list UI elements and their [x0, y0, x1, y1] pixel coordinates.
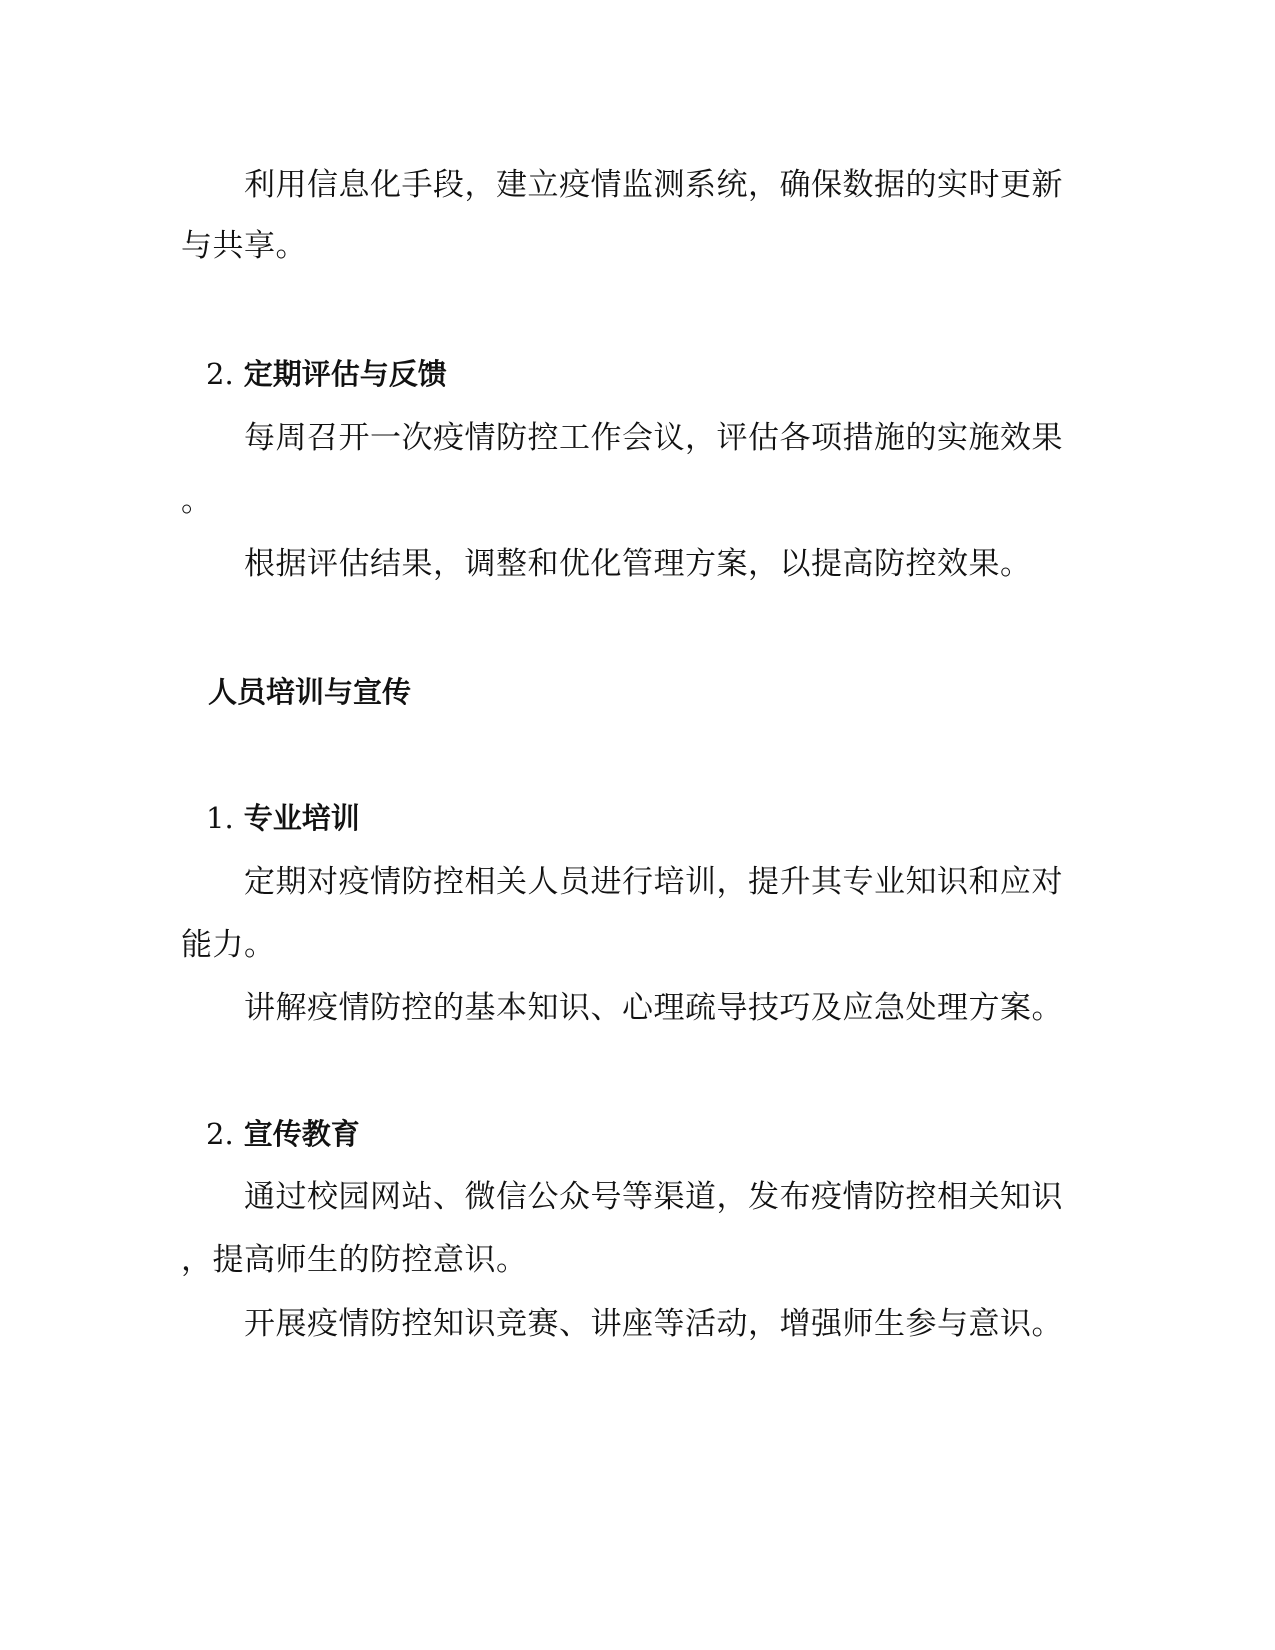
paragraph-line: 定期对疫情防控相关人员进行培训，提升其专业知识和应对 — [244, 864, 1063, 900]
section-number: 2. — [206, 357, 234, 391]
section-heading-evaluation — [206, 354, 447, 394]
paragraph-line: 每周召开一次疫情防控工作会议，评估各项措施的实施效果 — [244, 420, 1063, 456]
section-number: 1. — [206, 801, 234, 835]
paragraph-line: 开展疫情防控知识竞赛、讲座等活动，增强师生参与意识。 — [244, 1306, 1063, 1342]
section-number: 2. — [206, 1117, 234, 1151]
section-title: 专业培训 — [243, 801, 360, 835]
paragraph-line: ，提高师生的防控意识。 — [181, 1242, 528, 1278]
paragraph-line: 根据评估结果，调整和优化管理方案，以提高防控效果。 — [244, 546, 1032, 582]
section-title: 宣传教育 — [243, 1117, 360, 1151]
paragraph-line: 与共享。 — [181, 228, 307, 264]
section-heading-professional — [206, 798, 360, 838]
section-title: 定期评估与反馈 — [243, 357, 447, 391]
paragraph-line: 讲解疫情防控的基本知识、心理疏导技巧及应急处理方案。 — [244, 990, 1063, 1026]
section-heading-training: 人员培训与宣传 — [208, 675, 412, 709]
paragraph-line: 能力。 — [181, 927, 276, 963]
section-heading-promotion — [206, 1114, 360, 1154]
paragraph-line: 通过校园网站、微信公众号等渠道，发布疫情防控相关知识 — [244, 1179, 1063, 1215]
paragraph-line: 利用信息化手段，建立疫情监测系统，确保数据的实时更新 — [244, 167, 1063, 203]
paragraph-line: 。 — [181, 483, 213, 519]
